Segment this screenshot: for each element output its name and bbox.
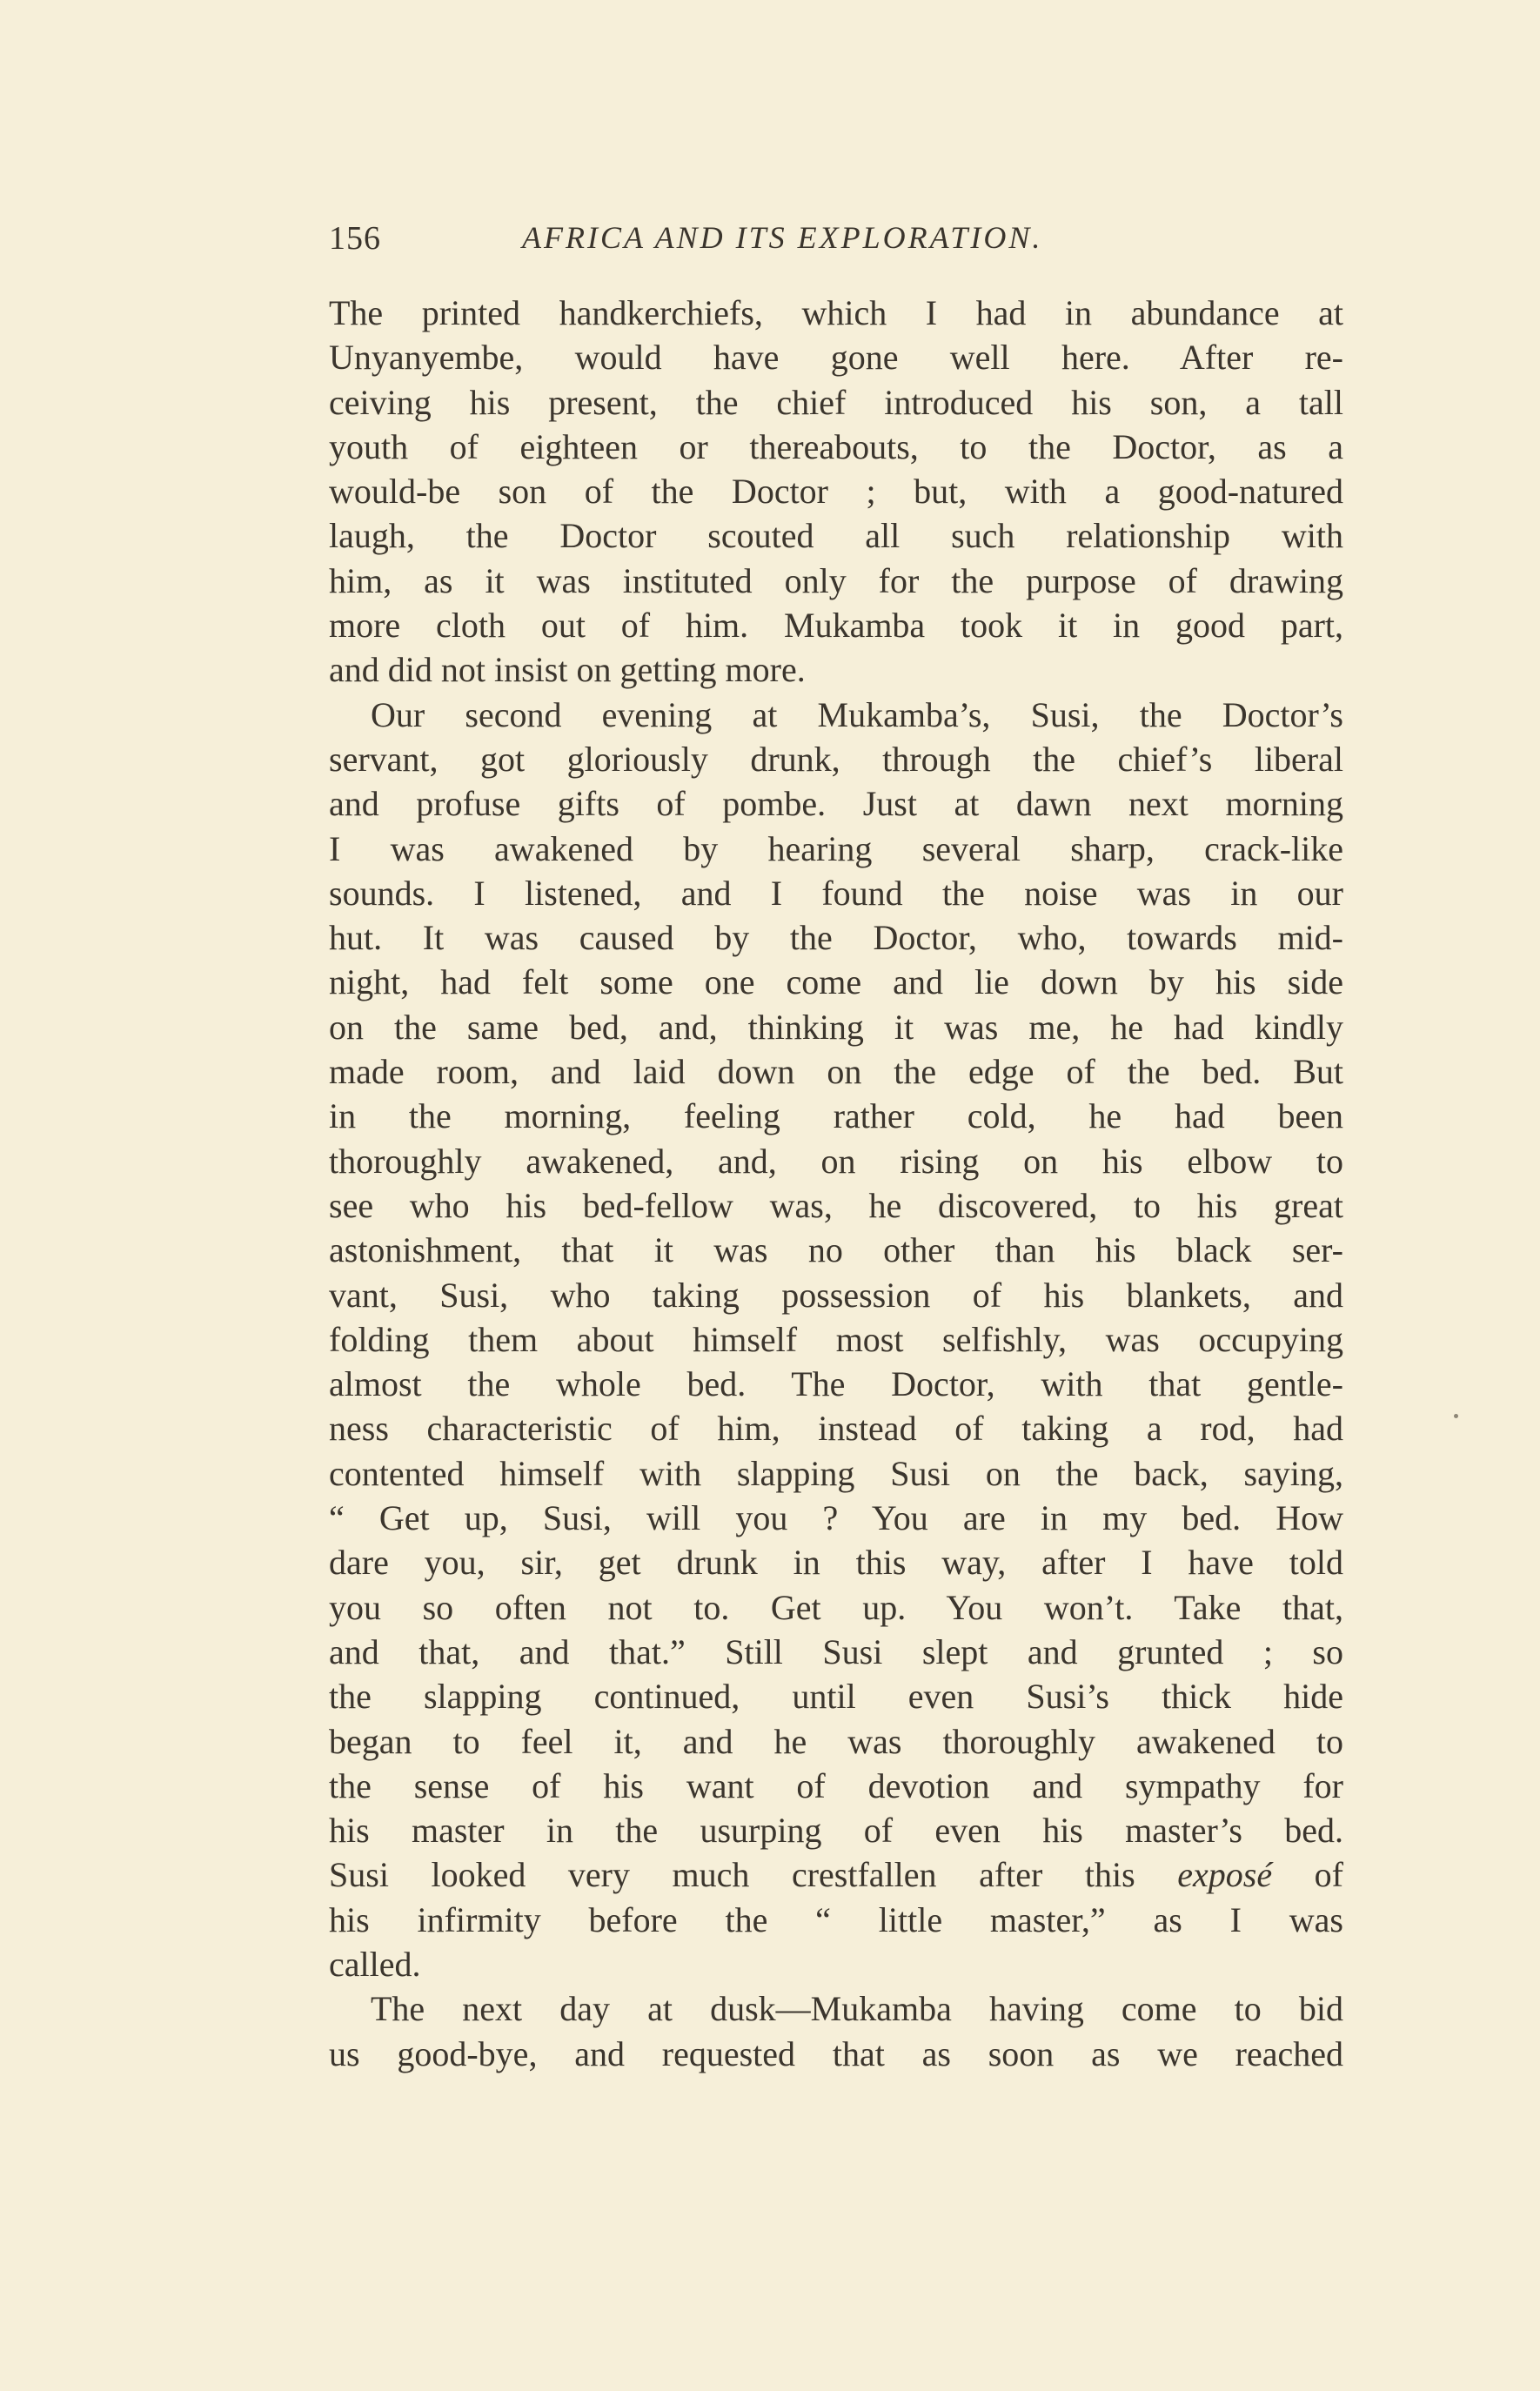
text-line: I was awakened by hearing several sharp, crack-like xyxy=(329,828,1343,868)
text-line: The next day at dusk—Mukamba having come to bid xyxy=(371,1989,1343,2029)
page-header xyxy=(329,219,1347,271)
body-text xyxy=(329,291,1343,2076)
text-line: hut. It was caused by the Doctor, who, towards mid- xyxy=(329,918,1343,958)
paragraph-2 xyxy=(329,693,1343,1987)
text-line: began to feel it, and he was thoroughly awakened to xyxy=(329,1721,1343,1761)
text-line: contented himself with slapping Susi on the back, saying, xyxy=(329,1453,1343,1493)
text-line: on the same bed, and, thinking it was me, he had kindly xyxy=(329,1007,1343,1047)
text-line: ceiving his present, the chief introduced his son, a tall xyxy=(329,382,1343,422)
text-line: almost the whole bed. The Doctor, with that gentle- xyxy=(329,1364,1343,1404)
running-title: AFRICA AND ITS EXPLORATION. xyxy=(522,220,1043,255)
text-line: thoroughly awakened, and, on rising on his elbow to xyxy=(329,1141,1343,1181)
text-line: The printed handkerchiefs, which I had in abundance at xyxy=(329,293,1343,332)
text-line: him, as it was instituted only for the purpose of drawing xyxy=(329,560,1343,600)
text-line: you so often not to. Get up. You won’t. Take that, xyxy=(329,1587,1343,1627)
text-line: and that, and that.” Still Susi slept and grunted ; so xyxy=(329,1631,1343,1671)
text-line: see who his bed-fellow was, he discovered, to his great xyxy=(329,1185,1343,1225)
text-line: dare you, sir, get drunk in this way, after I have told xyxy=(329,1543,1343,1583)
text-line: and profuse gifts of pombe. Just at dawn next morning xyxy=(329,784,1343,824)
text-line: would-be son of the Doctor ; but, with a good-natured xyxy=(329,472,1343,512)
page-number: 156 xyxy=(329,220,381,257)
text-line: ness characteristic of him, instead of taking a rod, had xyxy=(329,1409,1343,1449)
text-line: Unyanyembe, would have gone well here. After re- xyxy=(329,338,1343,378)
text-line: “ Get up, Susi, will you ? You are in my bed. How xyxy=(329,1498,1343,1538)
text-line: laugh, the Doctor scouted all such relationship with xyxy=(329,516,1343,556)
text-line: more cloth out of him. Mukamba took it in good part, xyxy=(329,606,1343,646)
paper-speck xyxy=(1454,1414,1458,1418)
text-line: Our second evening at Mukamba’s, Susi, the Doctor’s xyxy=(371,694,1343,734)
text-line: his master in the usurping of even his master’s bed. xyxy=(329,1811,1343,1851)
text-line: folding them about himself most selfishly, was occupying xyxy=(329,1319,1343,1359)
text-line: night, had felt some one come and lie down by his side xyxy=(329,962,1343,1002)
text-line: us good-bye, and requested that as soon as we reached xyxy=(329,2033,1343,2073)
text-line: astonishment, that it was no other than his black ser- xyxy=(329,1230,1343,1270)
text-line: vant, Susi, who taking possession of his blankets, and xyxy=(329,1275,1343,1315)
paragraph-1 xyxy=(329,291,1343,693)
text-line: his infirmity before the “ little master,” as I was xyxy=(329,1899,1343,1939)
text-line: made room, and laid down on the edge of the bed. But xyxy=(329,1052,1343,1092)
text-line: in the morning, feeling rather cold, he had been xyxy=(329,1096,1343,1136)
text-line: servant, got gloriously drunk, through the chief’s liberal xyxy=(329,739,1343,779)
text-line: Susi looked very much crestfallen after this exposé of xyxy=(329,1855,1343,1895)
text-line: and did not insist on getting more. xyxy=(329,650,806,690)
text-line: the sense of his want of devotion and sympathy for xyxy=(329,1765,1343,1805)
text-line: the slapping continued, until even Susi’s thick hide xyxy=(329,1677,1343,1717)
paragraph-3 xyxy=(329,1986,1343,2076)
text-line: called. xyxy=(329,1944,421,1984)
text-line: sounds. I listened, and I found the noise was in our xyxy=(329,873,1343,913)
text-line: youth of eighteen or thereabouts, to the Doctor, as a xyxy=(329,426,1343,466)
